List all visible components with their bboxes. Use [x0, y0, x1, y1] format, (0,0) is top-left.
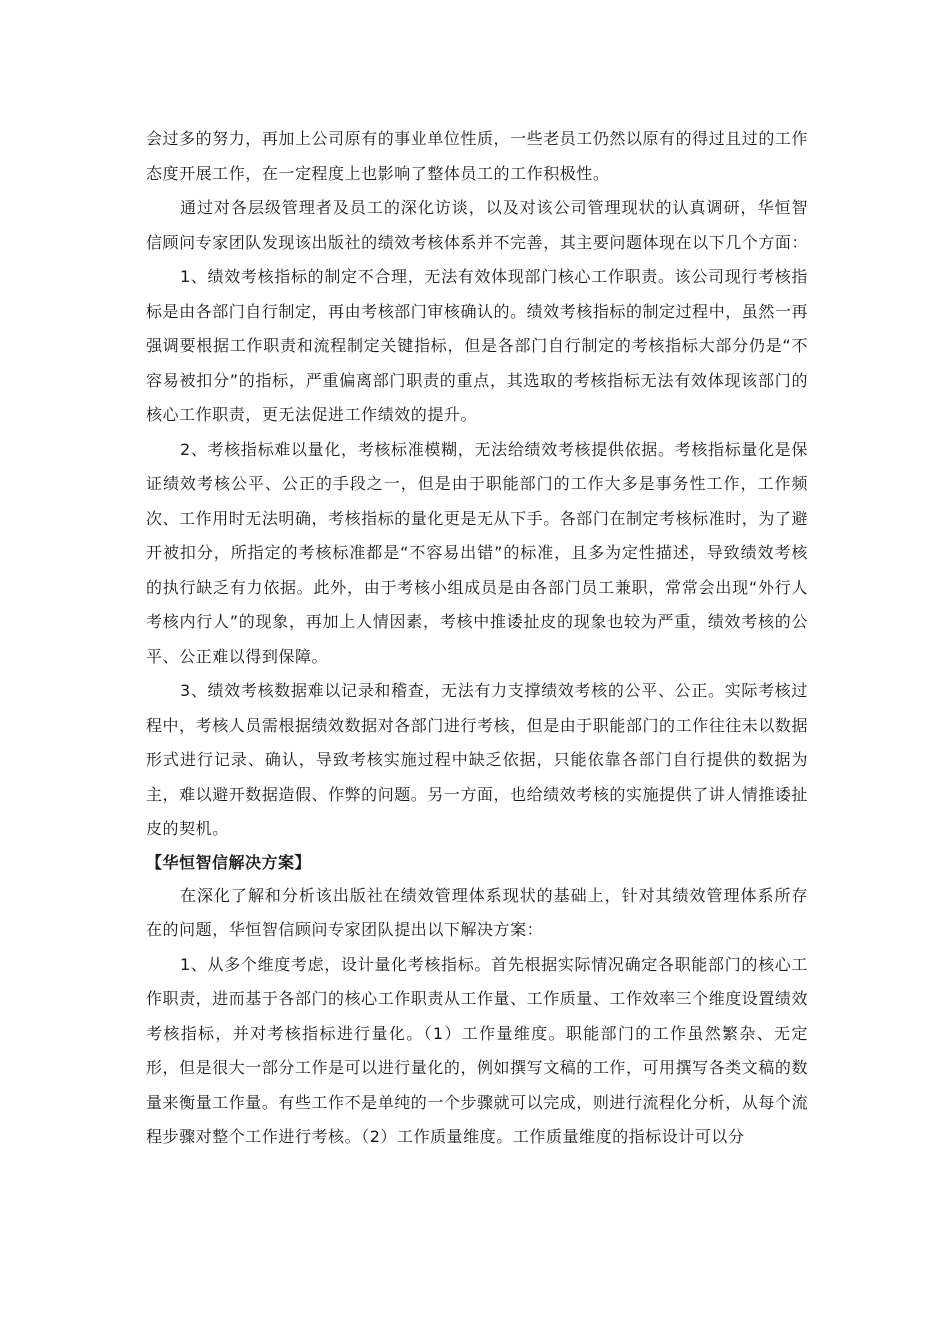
- paragraph-continuation: 会过多的努力，再加上公司原有的事业单位性质，一些老员工仍然以原有的得过且过的工作态度开展工作，在一定程度上也影响了整体员工的工作积极性。: [146, 129, 809, 183]
- paragraph-intro: 通过对各层级管理者及员工的深化访谈，以及对该公司管理现状的认真调研，华恒智信顾问专家团队发现该出版社的绩效考核体系并不完善，其主要问题体现在以下几个方面：: [146, 198, 809, 252]
- paragraph-solution-intro: 在深化了解和分析该出版社在绩效管理体系现状的基础上，针对其绩效管理体系所存在的问题，华恒智信顾问专家团队提出以下解决方案：: [146, 885, 808, 939]
- document-page: [146, 122, 808, 1155]
- paragraph-problem-1: 1、绩效考核指标的制定不合理，无法有效体现部门核心工作职责。该公司现行考核指标是由各部门自行制定，再由考核部门审核确认的。绩效考核指标的制定过程中，虽然一再强调要根据工作职责和流程制定关键指标，但是各部门自行制定的考核指标大部分仍是“不容易被扣分”的指标，严重偏离部门职责的重点，其选取的考核指标无法有效体现该部门的核心工作职责，更无法促进工作绩效的提升。: [146, 267, 809, 424]
- paragraph-problem-2: 2、考核指标难以量化，考核标准模糊，无法给绩效考核提供依据。考核指标量化是保证绩效考核公平、公正的手段之一，但是由于职能部门的工作大多是事务性工作，工作频次、工作用时无法明确，考核指标的量化更是无从下手。各部门在制定考核标准时，为了避开被扣分，所指定的考核标准都是“不容易出错”的标准，且多为定性描述，导致绩效考核的执行缺乏有力依据。此外，由于考核小组成员是由各部门员工兼职，常常会出现“外行人考核内行人”的现象，再加上人情因素，考核中推诿扯皮的现象也较为严重，绩效考核的公平、公正难以得到保障。: [146, 439, 809, 666]
- paragraph-solution-1: 1、从多个维度考虑，设计量化考核指标。首先根据实际情况确定各职能部门的核心工作职责，进而基于各部门的核心工作职责从工作量、工作质量、工作效率三个维度设置绩效考核指标，并对考核指标进行量化。（1）工作量维度。职能部门的工作虽然繁杂、无定形，但是很大一部分工作是可以进行量化的，例如撰写文稿的工作，可用撰写各类文稿的数量来衡量工作量。有些工作不是单纯的一个步骤就可以完成，则进行流程化分析，从每个流程步骤对整个工作进行考核。（2）工作质量维度。工作质量维度的指标设计可以分: [146, 954, 809, 1146]
- section-heading: 【华恒智信解决方案】: [146, 852, 312, 872]
- paragraph-problem-3: 3、绩效考核数据难以记录和稽查，无法有力支撑绩效考核的公平、公正。实际考核过程中，考核人员需根据绩效数据对各部门进行考核，但是由于职能部门的工作往往未以数据形式进行记录、确认，导致考核实施过程中缺乏依据，只能依靠各部门自行提供的数据为主，难以避开数据造假、作弊的问题。另一方面，也给绩效考核的实施提供了讲人情推诿扯皮的契机。: [146, 681, 809, 838]
